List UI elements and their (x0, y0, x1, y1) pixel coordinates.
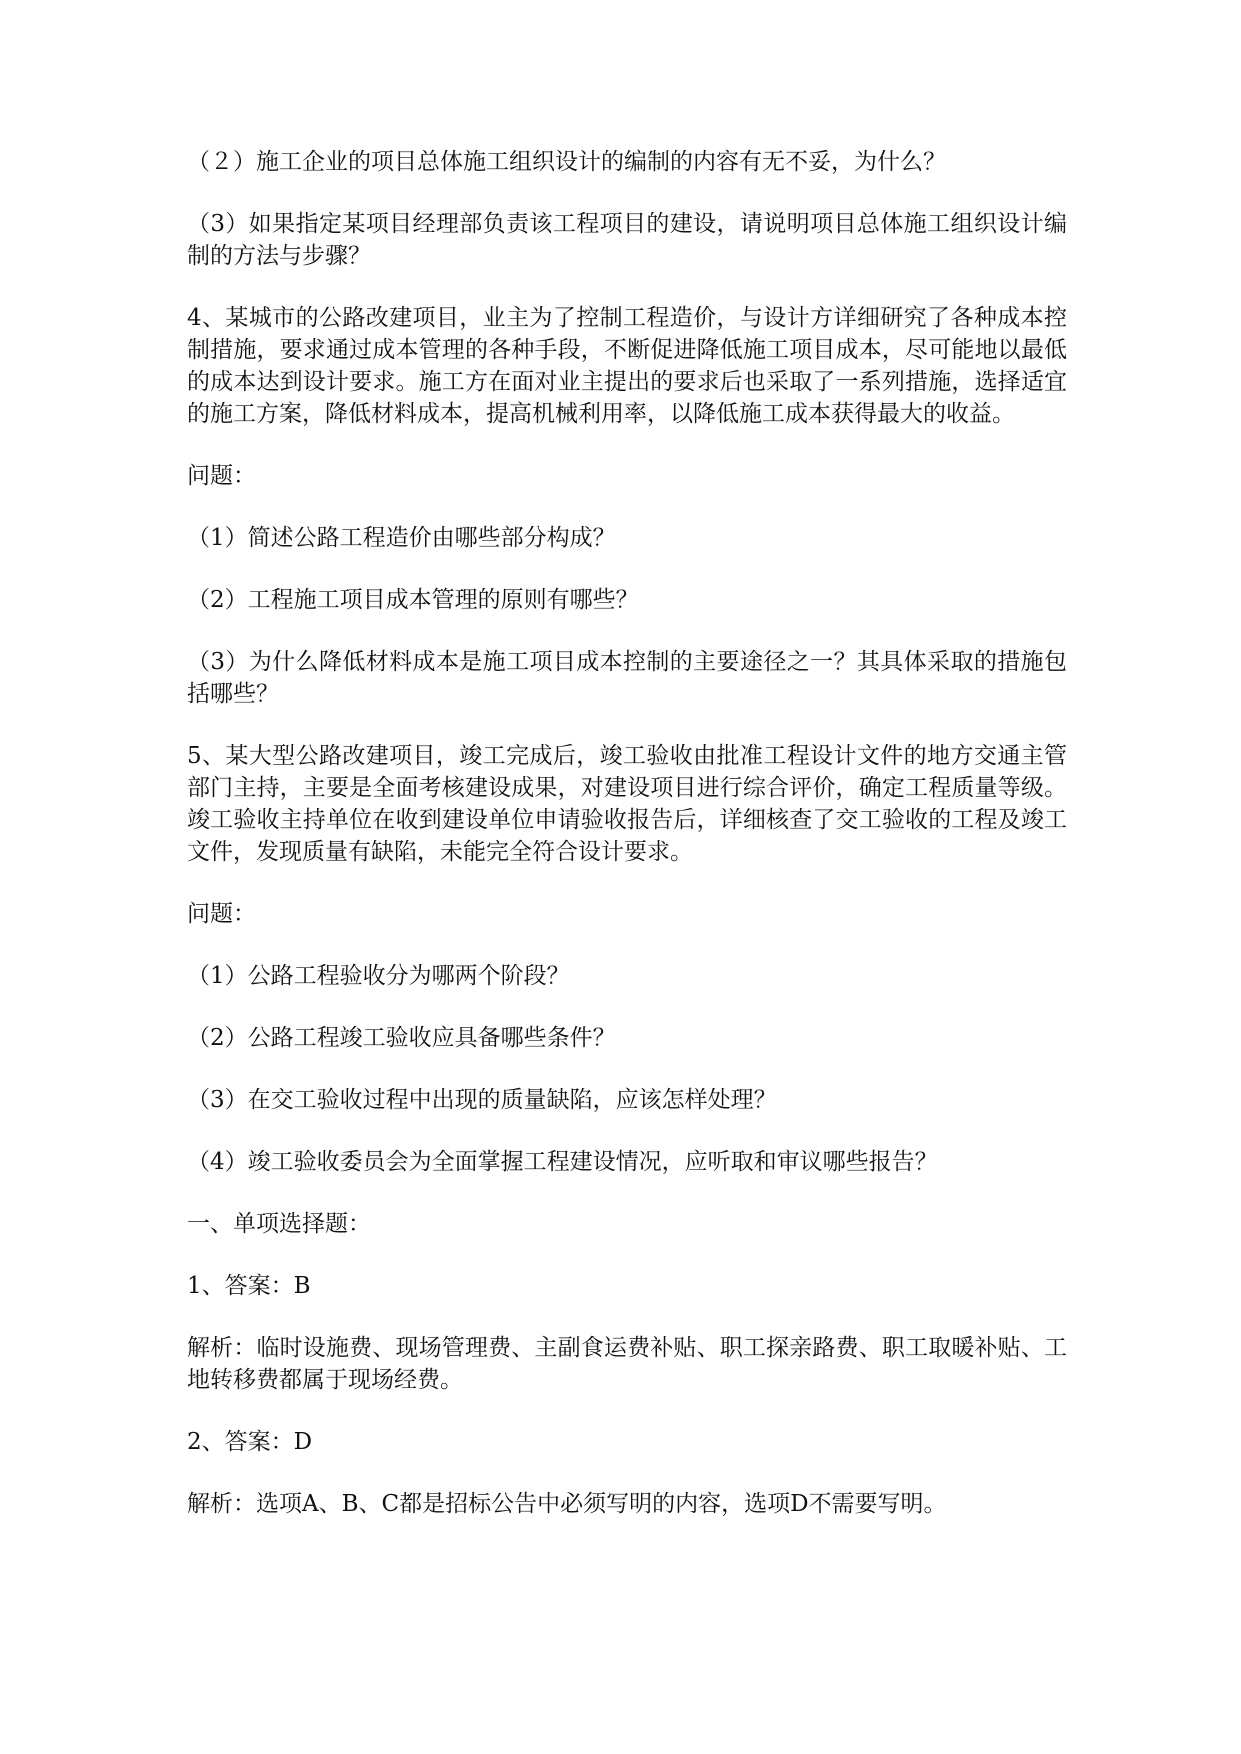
section-heading-single-choice: 一、单项选择题： (187, 1211, 371, 1237)
question-4-sub-2: （2）工程施工项目成本管理的原则有哪些？ (187, 587, 639, 613)
question-5-sub-2: （2）公路工程竣工验收应具备哪些条件？ (187, 1025, 616, 1051)
question-2-sub-2: （２）施工企业的项目总体施工组织设计的编制的内容有无不妥，为什么？ (187, 149, 946, 175)
answer-1: 1、答案：B (187, 1273, 311, 1299)
explanation-1: 解析：临时设施费、现场管理费、主副食运费补贴、职工探亲路费、职工取暖补贴、工地转移费都属于现场经费。 (187, 1335, 1067, 1393)
answer-2: 2、答案：D (187, 1429, 313, 1455)
question-2-sub-3: （3）如果指定某项目经理部负责该工程项目的建设，请说明项目总体施工组织设计编制的方法与步骤？ (187, 211, 1067, 269)
question-4-sub-1: （1）简述公路工程造价由哪些部分构成？ (187, 525, 616, 551)
explanation-2: 解析：选项A、B、C都是招标公告中必须写明的内容，选项D不需要写明。 (187, 1491, 947, 1517)
questions-heading-4: 问题： (187, 463, 256, 489)
question-5-sub-1: （1）公路工程验收分为哪两个阶段？ (187, 963, 570, 989)
question-5-sub-4: （4）竣工验收委员会为全面掌握工程建设情况，应听取和审议哪些报告？ (187, 1149, 938, 1175)
case-question-4-text: 4、某城市的公路改建项目，业主为了控制工程造价，与设计方详细研究了各种成本控制措施，要求通过成本管理的各种手段，不断促进降低施工项目成本，尽可能地以最低的成本达到设计要求。施工方在面对业主提出的要求后也采取了一系列措施，选择适宜的施工方案，降低材料成本，提高机械利用率，以降低施工成本获得最大的收益。 (187, 305, 1067, 427)
question-4-sub-3: （3）为什么降低材料成本是施工项目成本控制的主要途径之一？其具体采取的措施包括哪些？ (187, 649, 1067, 707)
document-body (187, 146, 1067, 1550)
case-question-5-text: 5、某大型公路改建项目，竣工完成后，竣工验收由批准工程设计文件的地方交通主管部门主持，主要是全面考核建设成果，对建设项目进行综合评价，确定工程质量等级。竣工验收主持单位在收到建设单位申请验收报告后，详细核查了交工验收的工程及竣工文件，发现质量有缺陷，未能完全符合设计要求。 (187, 743, 1067, 865)
question-5-sub-3: （3）在交工验收过程中出现的质量缺陷，应该怎样处理？ (187, 1087, 777, 1113)
questions-heading-5: 问题： (187, 901, 256, 927)
